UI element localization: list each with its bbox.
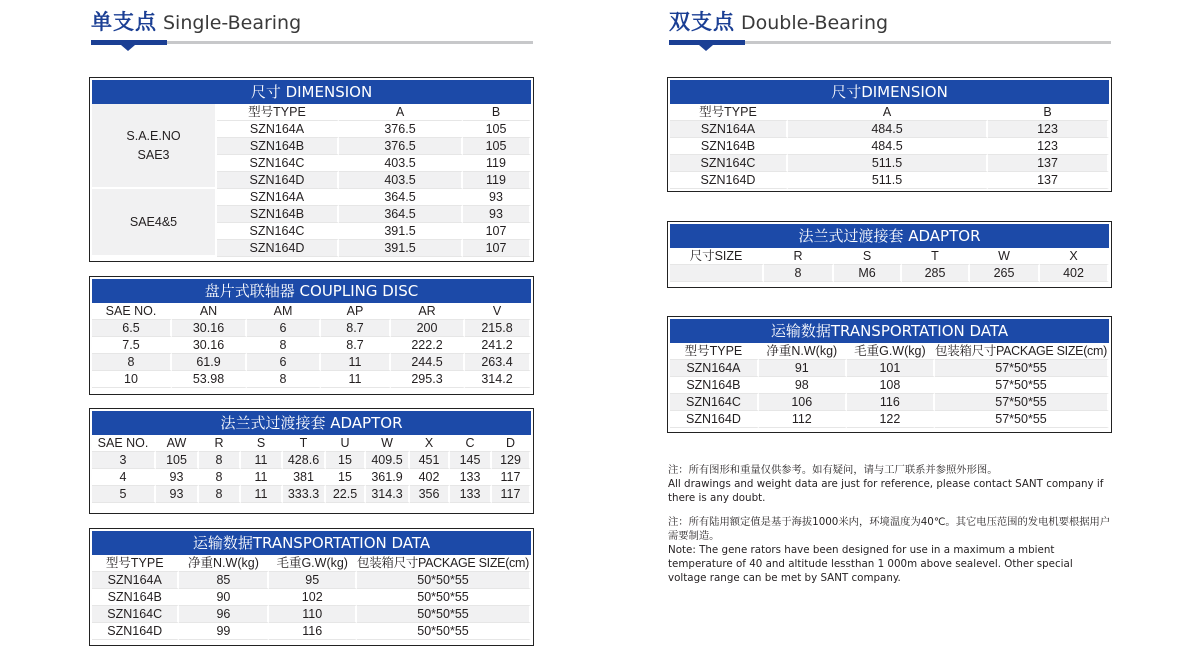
table-cell: 222.2 <box>391 337 465 354</box>
table-cell: SZN164B <box>670 138 788 155</box>
note-reference-cn: 注：所有图形和重量仅供参考。如有疑问，请与工厂联系并参照外形图。 <box>668 464 998 476</box>
table-cell: 376.5 <box>339 138 463 155</box>
table-row <box>92 320 531 337</box>
table-cell: 263.4 <box>465 354 531 371</box>
table-row <box>92 354 531 371</box>
table-row <box>92 452 531 469</box>
single-dimension-table <box>89 77 534 262</box>
table-cell <box>670 265 764 282</box>
table-cell: SZN164C <box>670 155 788 172</box>
table-cell: 129 <box>492 452 531 469</box>
table-cell: W <box>970 248 1040 265</box>
table-cell: 11 <box>241 452 283 469</box>
table-cell: SZN164B <box>670 377 759 394</box>
table-cell: 215.8 <box>465 320 531 337</box>
table-cell: SAE NO. <box>92 435 156 452</box>
table-cell: 105 <box>463 121 531 138</box>
coupling-disc-table <box>89 276 534 395</box>
header-row <box>92 555 531 572</box>
header-row <box>670 343 1109 360</box>
table-cell: 10 <box>92 371 172 388</box>
table-cell: A <box>788 104 988 121</box>
table-cell: 403.5 <box>339 172 463 189</box>
table-cell: 15 <box>326 452 366 469</box>
table-cell: 133 <box>450 486 492 503</box>
table-cell: 8 <box>199 452 241 469</box>
table-cell: SZN164A <box>217 189 339 206</box>
table-cell: 8.7 <box>321 320 391 337</box>
table-row <box>92 337 531 354</box>
table-cell: 403.5 <box>339 155 463 172</box>
table-cell: 117 <box>492 486 531 503</box>
table-row <box>670 377 1109 394</box>
heading-notch <box>699 45 713 51</box>
table-cell: 391.5 <box>339 240 463 257</box>
table-cell: 101 <box>847 360 935 377</box>
table-cell: 93 <box>463 189 531 206</box>
table-cell: 95 <box>269 572 357 589</box>
table-row <box>92 572 531 589</box>
table-cell: 409.5 <box>366 452 410 469</box>
heading-cn: 单支点 <box>91 10 157 34</box>
header-row <box>92 104 531 121</box>
table-title: 运输数据TRANSPORTATION DATA <box>92 531 531 555</box>
table-cell: 361.9 <box>366 469 410 486</box>
table-cell: 7.5 <box>92 337 172 354</box>
table-cell: AM <box>247 303 321 320</box>
table-cell: 8.7 <box>321 337 391 354</box>
table-cell: SAE NO. <box>92 303 172 320</box>
table-cell: 30.16 <box>172 337 247 354</box>
table-row <box>92 623 531 640</box>
table-cell: 3 <box>92 452 156 469</box>
table-cell: 包装箱尺寸PACKAGE SIZE(cm) <box>935 344 1107 358</box>
table-cell: 137 <box>988 172 1109 189</box>
single-transport-table <box>89 528 534 646</box>
table-cell: B <box>463 104 531 121</box>
table-cell: 314.2 <box>465 371 531 388</box>
heading-en: Double-Bearing <box>741 12 889 34</box>
table-cell: 毛重G.W(kg) <box>847 343 935 360</box>
table-cell: 200 <box>391 320 465 337</box>
table-cell: 57*50*55 <box>935 411 1109 428</box>
table-cell: 11 <box>321 354 391 371</box>
single-bearing-heading <box>91 6 533 46</box>
table-cell: SZN164D <box>92 623 179 640</box>
table-row <box>670 411 1109 428</box>
table-cell: X <box>1040 248 1109 265</box>
table-cell: V <box>465 303 531 320</box>
table-cell: 119 <box>463 172 531 189</box>
table-cell: SZN164D <box>217 240 339 257</box>
table-cell: 484.5 <box>788 138 988 155</box>
header-row <box>670 104 1109 121</box>
single-adaptor-table <box>89 408 534 514</box>
table-cell: SZN164A <box>92 572 179 589</box>
table-cell: 93 <box>156 486 199 503</box>
table-cell: 98 <box>759 377 847 394</box>
table-cell: 133 <box>450 469 492 486</box>
table-cell: 402 <box>1040 265 1109 282</box>
table-cell: U <box>326 435 366 452</box>
table-cell: 包装箱尺寸PACKAGE SIZE(cm) <box>357 556 529 570</box>
table-cell: 107 <box>463 240 531 257</box>
table-cell: SZN164B <box>92 589 179 606</box>
table-row <box>92 371 531 388</box>
table-title: 法兰式过渡接套 ADAPTOR <box>92 411 531 435</box>
table-cell: 391.5 <box>339 223 463 240</box>
table-cell: 30.16 <box>172 320 247 337</box>
table-cell: AP <box>321 303 391 320</box>
table-cell: 107 <box>463 223 531 240</box>
table-cell: 型号TYPE <box>217 104 339 121</box>
group-label: S.A.E.NO SAE3 <box>92 104 217 189</box>
table-cell: SZN164C <box>92 606 179 623</box>
table-cell: 428.6 <box>283 452 326 469</box>
table-cell: R <box>199 435 241 452</box>
table-cell: 57*50*55 <box>935 360 1109 377</box>
heading-cn: 双支点 <box>669 10 735 34</box>
table-cell: 15 <box>326 469 366 486</box>
table-cell: S <box>241 435 283 452</box>
table-cell: 105 <box>156 452 199 469</box>
table-title: 法兰式过渡接套 ADAPTOR <box>670 224 1109 248</box>
table-row <box>670 138 1109 155</box>
table-row <box>670 121 1109 138</box>
table-cell: 50*50*55 <box>357 572 531 589</box>
table-cell: AN <box>172 303 247 320</box>
table-cell: SZN164C <box>217 155 339 172</box>
double-bearing-heading <box>669 6 1111 46</box>
table-cell: D <box>492 435 531 452</box>
table-cell: 137 <box>988 155 1109 172</box>
table-cell: W <box>366 435 410 452</box>
table-cell: 123 <box>988 138 1109 155</box>
table-cell: 8 <box>199 469 241 486</box>
header-row <box>670 248 1109 265</box>
table-cell: 511.5 <box>788 172 988 189</box>
header-row <box>92 435 531 452</box>
table-cell: 50*50*55 <box>357 589 531 606</box>
table-cell: B <box>988 104 1109 121</box>
table-cell: SZN164B <box>217 206 339 223</box>
table-cell: SZN164B <box>217 138 339 155</box>
table-cell: 122 <box>847 411 935 428</box>
table-row <box>92 189 531 206</box>
table-cell: 110 <box>269 606 357 623</box>
double-dimension-table <box>667 77 1112 192</box>
table-cell: 99 <box>179 623 269 640</box>
table-cell: 314.3 <box>366 486 410 503</box>
table-row <box>670 360 1109 377</box>
table-cell: 105 <box>463 138 531 155</box>
table-cell: 402 <box>410 469 450 486</box>
table-cell: X <box>410 435 450 452</box>
table-cell: T <box>902 248 970 265</box>
table-title: 运输数据TRANSPORTATION DATA <box>670 319 1109 343</box>
table-cell: 61.9 <box>172 354 247 371</box>
table-row <box>670 172 1109 189</box>
table-cell: 型号TYPE <box>670 104 788 121</box>
table-cell: 8 <box>764 265 834 282</box>
table-cell: S <box>834 248 902 265</box>
table-cell: 356 <box>410 486 450 503</box>
table-cell: 8 <box>247 371 321 388</box>
table-title: 盘片式联轴器 COUPLING DISC <box>92 279 531 303</box>
table-cell: 112 <box>759 411 847 428</box>
heading-en: Single-Bearing <box>163 12 302 34</box>
table-title: 尺寸DIMENSION <box>670 80 1109 104</box>
table-cell: 96 <box>179 606 269 623</box>
table-title: 尺寸 DIMENSION <box>92 80 531 104</box>
table-cell: 295.3 <box>391 371 465 388</box>
table-cell: 102 <box>269 589 357 606</box>
table-cell: 6.5 <box>92 320 172 337</box>
table-cell: AR <box>391 303 465 320</box>
table-cell: 90 <box>179 589 269 606</box>
table-cell: 145 <box>450 452 492 469</box>
table-cell: AW <box>156 435 199 452</box>
table-cell: 376.5 <box>339 121 463 138</box>
table-cell: SZN164C <box>217 223 339 240</box>
table-cell: 364.5 <box>339 189 463 206</box>
table-row <box>670 394 1109 411</box>
table-cell: T <box>283 435 326 452</box>
table-cell: 53.98 <box>172 371 247 388</box>
table-cell: SZN164A <box>670 360 759 377</box>
table-cell: 11 <box>241 486 283 503</box>
table-cell: 484.5 <box>788 121 988 138</box>
table-cell: 57*50*55 <box>935 394 1109 411</box>
table-cell: 毛重G.W(kg) <box>269 555 357 572</box>
table-cell: 451 <box>410 452 450 469</box>
table-row <box>670 155 1109 172</box>
table-cell: 尺寸SIZE <box>670 248 764 265</box>
table-cell: 8 <box>247 337 321 354</box>
table-cell: A <box>339 104 463 121</box>
table-cell: C <box>450 435 492 452</box>
table-cell: 364.5 <box>339 206 463 223</box>
table-cell: SZN164C <box>670 394 759 411</box>
table-cell: 511.5 <box>788 155 988 172</box>
table-cell: 91 <box>759 360 847 377</box>
note-reference-en: All drawings and weight data are just for reference, please contact SANT company if there is any doubt. <box>668 478 1104 504</box>
table-cell: 型号TYPE <box>92 555 179 572</box>
note-rating-cn: 注：所有陆用额定值是基于海拔1000米内，环境温度为40℃。其它电压范围的发电机要根据用户需要制造。 <box>668 516 1111 542</box>
table-cell: M6 <box>834 265 902 282</box>
table-cell: SZN164D <box>670 172 788 189</box>
table-cell: 6 <box>247 320 321 337</box>
table-cell: 244.5 <box>391 354 465 371</box>
table-cell: 8 <box>92 354 172 371</box>
table-cell: SZN164D <box>670 411 759 428</box>
table-cell: 6 <box>247 354 321 371</box>
table-cell: 22.5 <box>326 486 366 503</box>
table-cell: 116 <box>269 623 357 640</box>
note-rating-en: Note: The gene rators have been designed for use in a maximum a mbient temperature of 40 and altitude lessthan 1 000m above sealevel. Other special voltage range can be met by SANT company. <box>668 544 1073 584</box>
table-cell: 85 <box>179 572 269 589</box>
table-row <box>92 486 531 503</box>
table-cell: 5 <box>92 486 156 503</box>
table-cell: 106 <box>759 394 847 411</box>
table-cell: R <box>764 248 834 265</box>
table-cell: 265 <box>970 265 1040 282</box>
table-row <box>670 265 1109 282</box>
table-cell: 117 <box>492 469 531 486</box>
double-adaptor-table <box>667 221 1112 288</box>
table-cell: 4 <box>92 469 156 486</box>
table-cell: 57*50*55 <box>935 377 1109 394</box>
table-cell: 型号TYPE <box>670 343 759 360</box>
table-cell: SZN164A <box>217 121 339 138</box>
group-label: SAE4&5 <box>92 189 217 257</box>
table-cell: 333.3 <box>283 486 326 503</box>
table-cell: 50*50*55 <box>357 623 531 640</box>
table-cell: 93 <box>463 206 531 223</box>
table-cell: SZN164A <box>670 121 788 138</box>
table-cell: 11 <box>241 469 283 486</box>
table-cell: 116 <box>847 394 935 411</box>
table-cell: 108 <box>847 377 935 394</box>
table-cell: 93 <box>156 469 199 486</box>
double-transport-table <box>667 316 1112 433</box>
table-cell: 8 <box>199 486 241 503</box>
table-cell: SZN164D <box>217 172 339 189</box>
table-row <box>92 469 531 486</box>
header-row <box>92 303 531 320</box>
table-cell: 381 <box>283 469 326 486</box>
table-cell: 285 <box>902 265 970 282</box>
table-cell: 50*50*55 <box>357 606 531 623</box>
table-cell: 11 <box>321 371 391 388</box>
heading-notch <box>121 45 135 51</box>
table-cell: 241.2 <box>465 337 531 354</box>
table-cell: 净重N.W(kg) <box>759 343 847 360</box>
table-row <box>92 589 531 606</box>
table-cell: 119 <box>463 155 531 172</box>
table-cell: 净重N.W(kg) <box>179 555 269 572</box>
table-cell: 123 <box>988 121 1109 138</box>
table-row <box>92 606 531 623</box>
